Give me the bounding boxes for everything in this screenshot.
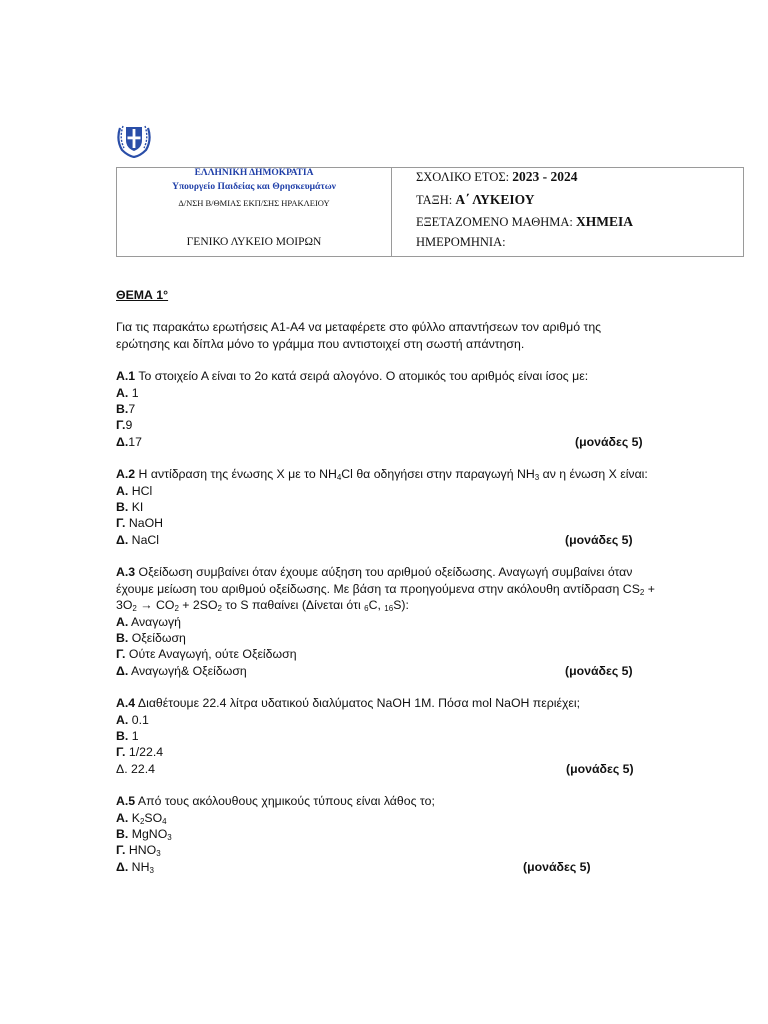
header-table	[116, 167, 744, 257]
option-c: Γ.9	[116, 418, 133, 433]
question-a1	[116, 368, 656, 450]
class-label: ΤΑΞΗ:	[416, 193, 456, 207]
option-a: Α. Αναγωγή	[116, 614, 182, 629]
option-d: Δ. $NH_3$ (μονάδες 5)	[116, 859, 591, 875]
marks-label: (μονάδες 5)	[565, 532, 633, 547]
option-a: Α. 0.1	[116, 712, 149, 727]
subject-row	[416, 214, 633, 230]
question-a3-text: Α.3 Οξείδωση συμβαίνει όταν έχουμε αύξηση του αριθμού οξείδωσης. Αναγωγή συμβαίνει όταν έχουμε μείωση του αριθμού οξείδωσης. Με βάση τα προηγούμενα στην ακόλουθη αντίδραση $CS_2 + 3O_2 \to CO_2 + 2SO_2$ το S παθαίνει (Δίνεται ότι $_6$C, $_{16}$S):	[116, 565, 655, 614]
subject-value: ΧΗΜΕΙΑ	[576, 214, 633, 229]
class-row	[416, 192, 535, 208]
theme-intro: Για τις παρακάτω ερωτήσεις Α1-Α4 να μεταφέρετε στο φύλλο απαντήσεων τον αριθμό της ερώτησης και δίπλα μόνο το γράμμα που αντιστοιχεί στη σωστή απάντηση.	[116, 320, 602, 351]
question-number: Α.2	[116, 467, 136, 482]
option-b: Β. Οξείδωση	[116, 630, 186, 645]
header-right-cell	[392, 168, 743, 256]
option-d: Δ. 22.4 (μονάδες 5)	[116, 761, 634, 776]
option-c: Γ. $HNO_3$	[116, 843, 161, 859]
subject-label: ΕΞΕΤΑΖΟΜΕΝΟ ΜΑΘΗΜΑ:	[416, 215, 576, 229]
option-a: Α. HCl	[116, 483, 153, 498]
option-c: Γ. 1/22.4	[116, 745, 164, 760]
option-a: Α. $K_2SO_4$	[116, 810, 167, 826]
option-d: Δ. Αναγωγή& Οξείδωση (μονάδες 5)	[116, 663, 633, 678]
option-d: Δ.17 (μονάδες 5)	[116, 434, 643, 449]
question-number: Α.4	[116, 696, 136, 711]
option-c: Γ. NaOH	[116, 516, 164, 531]
date-row	[416, 235, 506, 250]
question-a2-text: Α.2 Η αντίδραση της ένωσης Χ με το $NH_4Cl$ θα οδηγήσει στην παραγωγή $NH_3$ αν η ένωση Χ είναι:	[116, 467, 648, 483]
option-b: Β. KI	[116, 500, 144, 515]
greek-emblem-icon	[114, 120, 154, 158]
option-b: Β.7	[116, 402, 136, 417]
question-a5	[116, 793, 656, 875]
question-a4	[116, 695, 656, 777]
school-name: ΓΕΝΙΚΟ ΛΥΚΕΙΟ ΜΟΙΡΩΝ	[186, 236, 322, 248]
header-left-cell	[117, 168, 392, 256]
question-a4-text: Α.4 Διαθέτουμε 22.4 λίτρα υδατικού διαλύματος NaOH 1M. Πόσα mol NaOH περιέχει;	[116, 696, 581, 711]
option-b: Β. MgNO$_3$	[116, 826, 172, 842]
school-year-label: ΣΧΟΛΙΚΟ ΕΤΟΣ:	[416, 170, 513, 184]
question-a2	[116, 466, 656, 548]
marks-label: (μονάδες 5)	[523, 859, 591, 874]
question-a1-text: Α.1 Το στοιχείο Α είναι το 2ο κατά σειρά αλογόνο. Ο ατομικός του αριθμός είναι ίσος με:	[116, 369, 589, 384]
option-b: Β. 1	[116, 728, 139, 743]
option-d: Δ. NaCl (μονάδες 5)	[116, 532, 633, 547]
directorate-name: Δ/ΝΣΗ Β/ΘΜΙΑΣ ΕΚΠ/ΣΗΣ ΗΡΑΚΛΕΙΟΥ	[178, 198, 330, 208]
country-name: ΕΛΛΗΝΙΚΗ ΔΗΜΟΚΡΑΤΙΑ	[194, 168, 314, 178]
theme-title: ΘΕΜΑ 1°	[116, 288, 169, 302]
school-year-row	[416, 169, 577, 185]
marks-label: (μονάδες 5)	[565, 663, 633, 678]
school-year-value: 2023 - 2024	[512, 169, 578, 184]
ministry-name: Υπουργείο Παιδείας και Θρησκευμάτων	[172, 182, 336, 192]
question-a5-text: Α.5 Από τους ακόλουθους χημικούς τύπους είναι λάθος το;	[116, 794, 435, 809]
date-label: ΗΜΕΡΟΜΗΝΙΑ:	[416, 235, 506, 249]
question-number: Α.5	[116, 794, 136, 809]
exam-content	[116, 287, 656, 875]
class-value: Α΄ ΛΥΚΕΙΟΥ	[455, 192, 535, 207]
option-a: Α. 1	[116, 385, 139, 400]
question-number: Α.3	[116, 565, 136, 580]
question-number: Α.1	[116, 369, 136, 384]
marks-label: (μονάδες 5)	[575, 434, 643, 449]
question-a3	[116, 564, 656, 679]
marks-label: (μονάδες 5)	[566, 761, 634, 776]
option-c: Γ. Ούτε Αναγωγή, ούτε Οξείδωση	[116, 647, 297, 662]
